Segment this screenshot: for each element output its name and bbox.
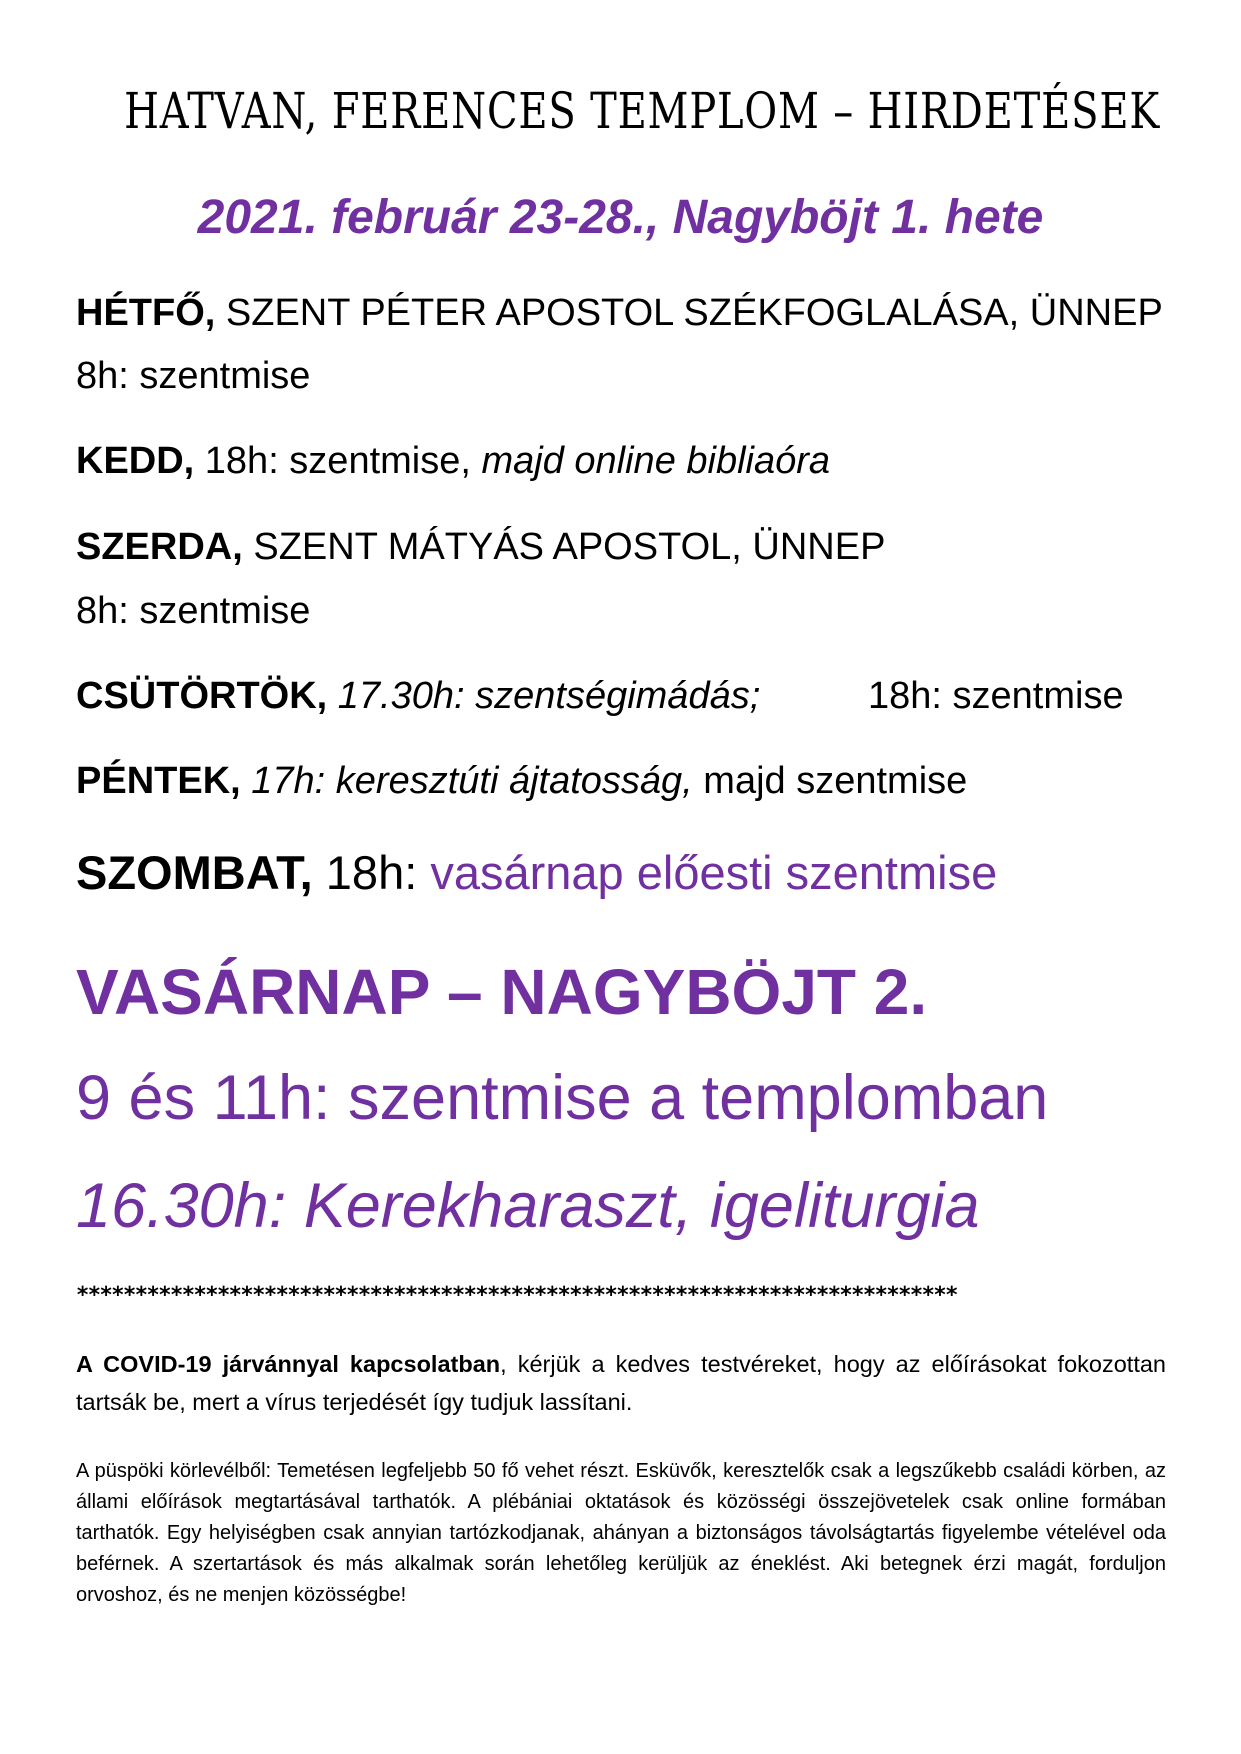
bishop-letter-text: A püspöki körlevélből: Temetésen legfeljebb 50 fő vehet részt. Esküvők, keresztelők csak a legszűkebb családi körben, az állami előírások megtartásával tarthatók. A plébániai oktatások és közösségi összejövetelek csak online formában tarthatók. Egy helyiségben csak annyian tartózkodjanak, ahányan a biztonságos távolságtartás figyelembe vételével oda beférnek. A szertartások és más alkalmak során lehetőleg kerüljük az éneklést. Aki betegnek érzi magát, forduljon orvoshoz, és ne menjen közösségbe! [76, 1460, 1166, 1606]
tuesday-text: 18h: szentmise, [194, 440, 482, 482]
thursday-line [76, 675, 760, 718]
page-title: HATVAN, FERENCES TEMPLOM – HIRDETÉSEK [124, 82, 1161, 140]
wednesday-feast: SZENT MÁTYÁS APOSTOL, ÜNNEP [242, 526, 886, 568]
covid-notice-text: , kérjük a kedves testvéreket, hogy az előírásokat fokozottan tartsák be, mert a vírus terjedését így tudjuk lassítani. [76, 1351, 1166, 1416]
sunday-heading: VASÁRNAP – NAGYBÖJT 2. [76, 956, 928, 1028]
covid-notice [76, 1345, 1166, 1421]
saturday-label: SZOMBAT, [76, 846, 313, 899]
thursday-adoration: 17.30h: szentségimádás; [327, 675, 761, 717]
tuesday-line [76, 440, 830, 483]
saturday-time: 18h: [312, 846, 431, 899]
friday-label: PÉNTEK, [76, 760, 241, 802]
sunday-liturgy-line: 16.30h: Kerekharaszt, igeliturgia [76, 1171, 980, 1241]
wednesday-line [76, 526, 885, 569]
tuesday-italic: majd online bibliaóra [481, 440, 831, 482]
tuesday-label: KEDD, [76, 440, 195, 482]
wednesday-label: SZERDA, [76, 526, 243, 568]
monday-label: HÉTFŐ, [76, 292, 216, 334]
covid-notice-bold: A COVID-19 járvánnyal kapcsolatban [76, 1351, 501, 1377]
saturday-line [76, 845, 997, 900]
week-subtitle: 2021. február 23-28., Nagyböjt 1. hete [197, 191, 1044, 244]
saturday-mass: vasárnap előesti szentmise [430, 846, 998, 899]
sunday-mass-line: 9 és 11h: szentmise a templomban [76, 1063, 1049, 1133]
friday-line [76, 760, 967, 803]
monday-line [76, 292, 1163, 335]
separator-stars: *************************************************************************** [76, 1283, 957, 1308]
friday-italic: 17h: keresztúti ájtatosság, [240, 760, 693, 802]
wednesday-mass: 8h: szentmise [76, 590, 311, 632]
friday-text: majd szentmise [692, 760, 968, 802]
thursday-mass: 18h: szentmise [868, 675, 1124, 717]
monday-feast: SZENT PÉTER APOSTOL SZÉKFOGLALÁSA, ÜNNEP [215, 292, 1163, 334]
thursday-label: CSÜTÖRTÖK, [76, 675, 328, 717]
monday-mass: 8h: szentmise [76, 355, 311, 397]
